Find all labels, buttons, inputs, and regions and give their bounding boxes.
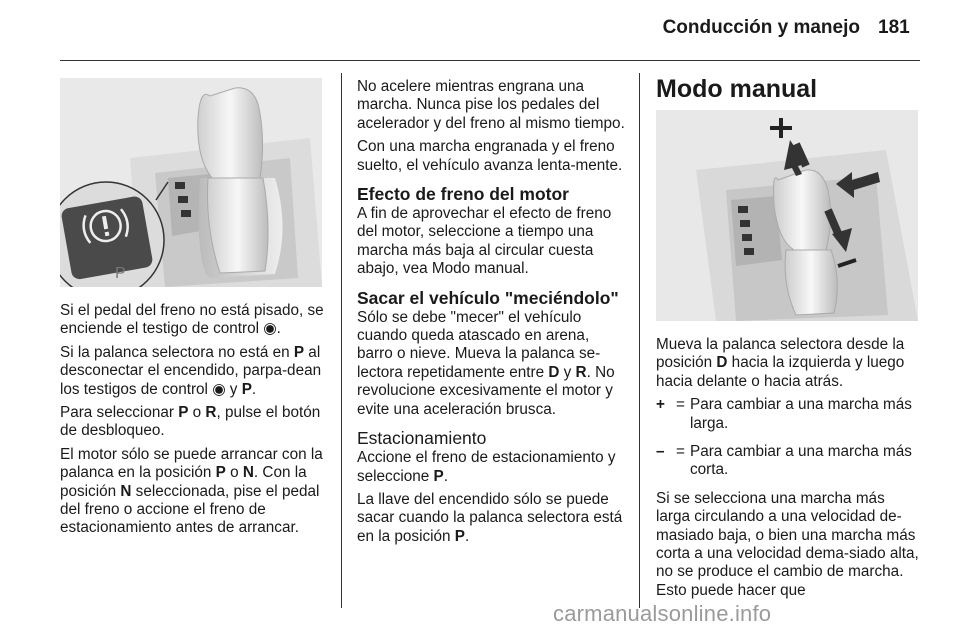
column-3	[656, 336, 922, 605]
header-rule	[60, 60, 920, 61]
section-heading-parking: Estacionamiento	[357, 428, 487, 449]
legend-row-plus: + = Para cambiar a una marcha más larga.	[656, 396, 912, 432]
manual-mode-illustration	[656, 110, 918, 321]
paragraph: Para seleccionar P o R, pulse el botón de desbloqueo.	[60, 404, 321, 440]
column-1	[60, 302, 326, 543]
paragraph: A fin de aprovechar el efecto de freno del motor, seleccione a tiempo una marcha más baja al circular cuesta abajo, vea Modo manual.	[357, 205, 612, 278]
watermark: carmanualsonline.info	[553, 601, 772, 626]
paragraph: El motor sólo se puede arrancar con la palanca en la posición P o N. Con la posición N seleccionada, pise el pedal del freno o accione el freno de estacionamiento antes de arrancar.	[60, 445, 323, 537]
svg-text:P: P	[115, 265, 126, 282]
section-heading-engine-brake: Efecto de freno del motor	[357, 184, 569, 205]
section-heading-rocking: Sacar el vehículo "meciéndolo"	[357, 287, 619, 308]
paragraph: Si se selecciona una marcha más larga circulando a una velocidad de-masiado baja, o bien una marcha más corta a una velocidad dema-siado alta, no se produce el cambio de marcha. Esto puede hacer que	[656, 489, 919, 599]
legend-row-minus: – = Para cambiar a una marcha más corta.	[656, 443, 912, 479]
paragraph: Accione el freno de estacionamiento y seleccione P.	[357, 449, 616, 485]
minus-icon: –	[656, 443, 665, 461]
paragraph: Con una marcha engranada y el freno suelto, el vehículo avanza lenta-mente.	[357, 138, 623, 174]
paragraph: La llave del encendido sólo se puede sacar cuando la palanca selectora está en la posición P.	[357, 490, 623, 545]
section-title-manual-mode: Modo manual	[656, 75, 818, 103]
paragraph: Sólo se debe "mecer" el vehículo cuando queda atascado en arena, barro o nieve. Mueva la palanca se-lectora repetidamente entre D y R. No revolucione excesivamente el motor y evite una aceleración brusca.	[357, 308, 615, 418]
brake-warning-icon: ◉	[263, 320, 277, 338]
column-divider-2	[639, 73, 640, 608]
plus-icon: +	[656, 396, 665, 414]
column-divider-1	[341, 73, 342, 608]
paragraph: Si la palanca selectora no está en P al desconectar el encendido, parpa-dean los testigos de control ◉ y P.	[60, 343, 322, 398]
paragraph: No acelere mientras engrana una marcha. Nunca pise los pedales del acelerador y del freno al mismo tiempo.	[357, 78, 625, 132]
paragraph: Mueva la palanca selectora desde la posición D hacia la izquierda y luego hacia delante o hacia atrás.	[656, 336, 905, 390]
gear-shifter-illustration	[60, 78, 322, 287]
column-2	[357, 78, 625, 551]
header-title: Conducción y manejo	[662, 17, 860, 38]
paragraph: Si el pedal del freno no está pisado, se enciende el testigo de control ◉.	[60, 302, 324, 338]
page-number: 181	[878, 17, 910, 38]
brake-warning-icon: ◉	[212, 380, 226, 398]
